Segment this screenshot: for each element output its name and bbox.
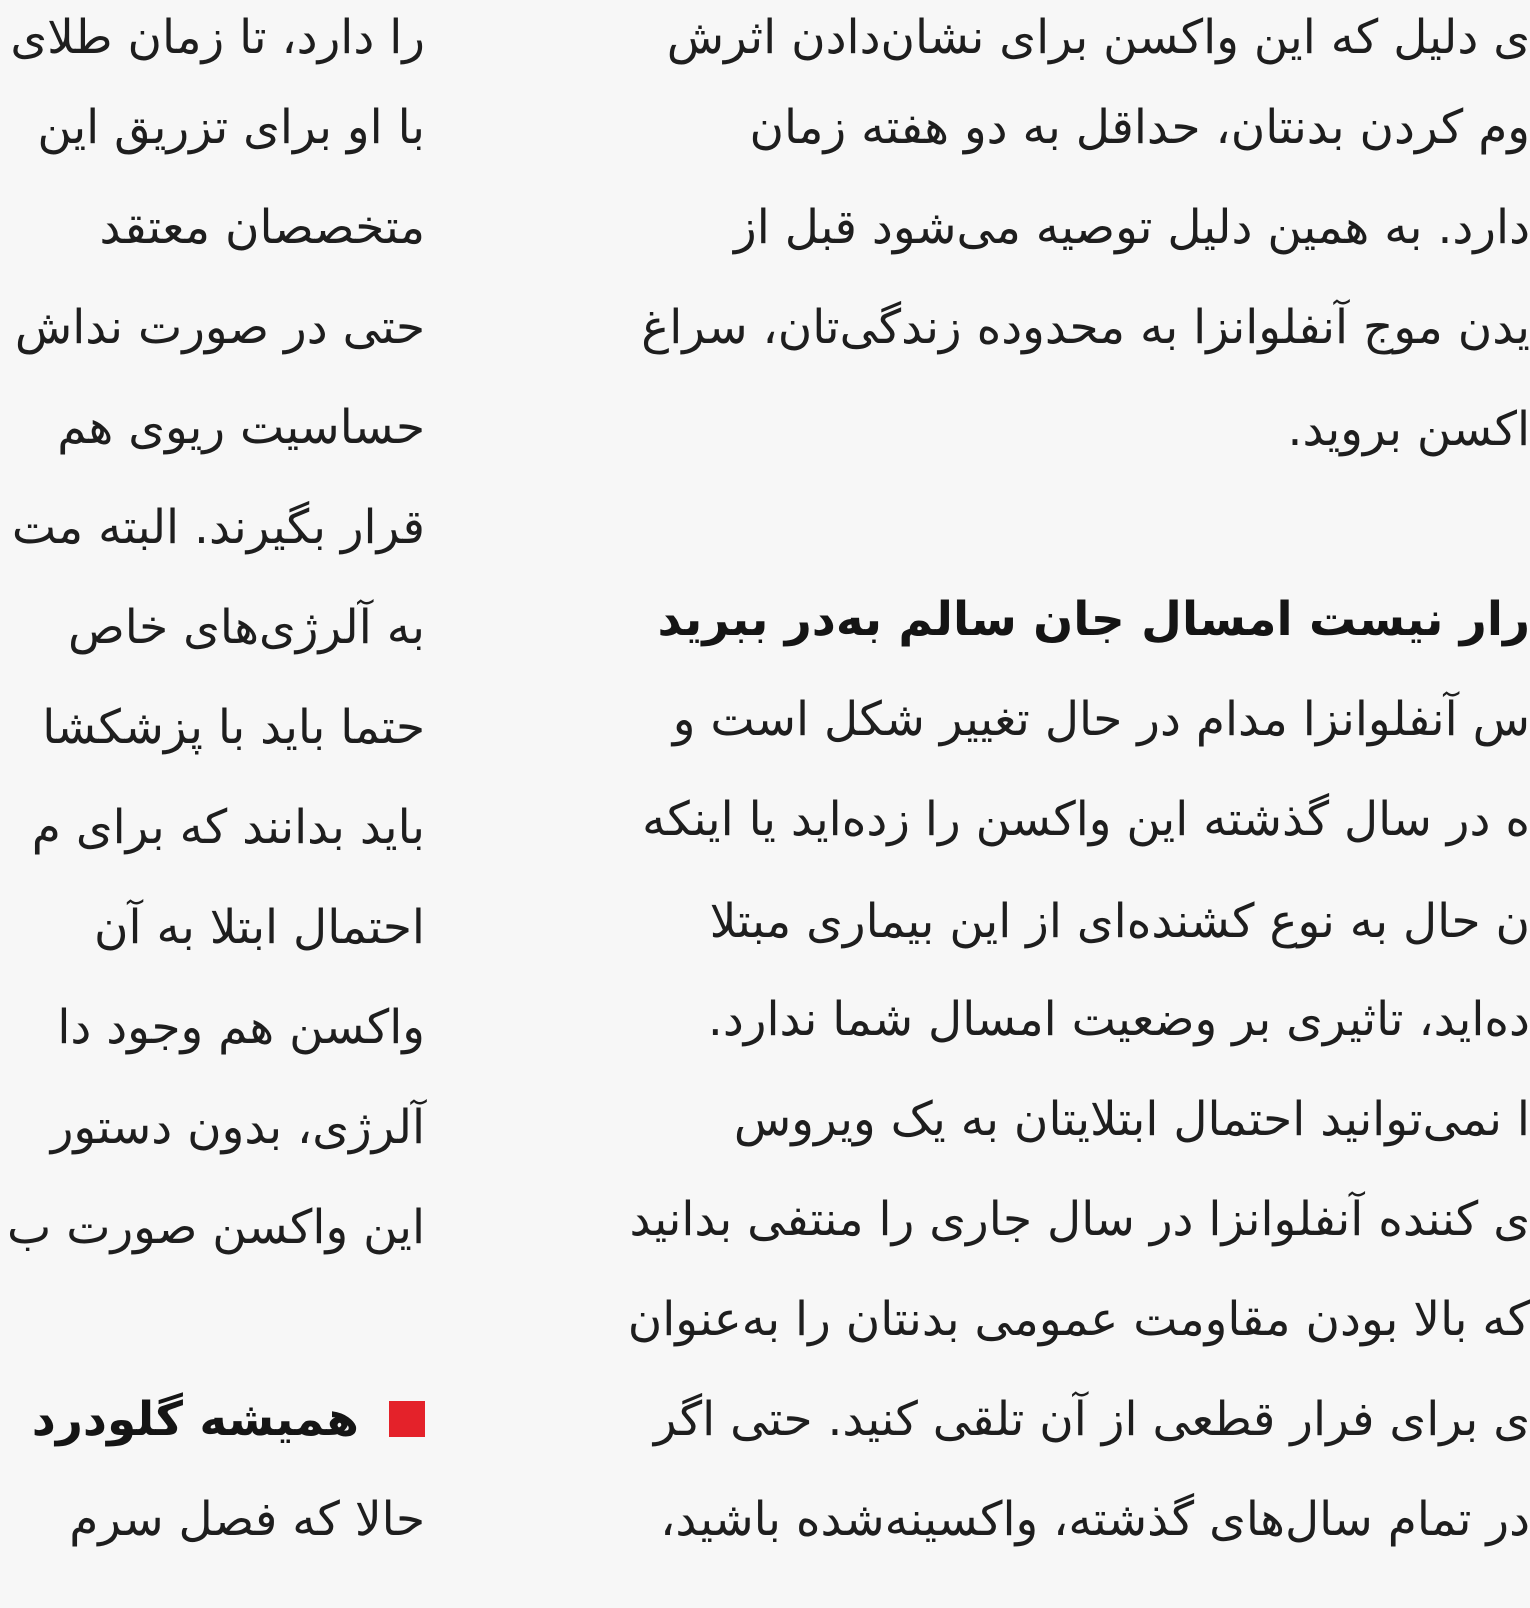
text-line: احتمال ابتلا به آن <box>94 900 425 955</box>
text-line: ه در سال گذشته این واکسن را زده‌اید یا اینکه <box>642 792 1530 847</box>
text-line: ی کننده آنفلوانزا در سال جاری را منتفی بدانید <box>629 1192 1530 1247</box>
text-line: متخصصان معتقد <box>99 200 425 255</box>
text-line: آلرژی، بدون دستور <box>50 1100 425 1155</box>
text-line: حتما باید با پزشکشا <box>42 700 425 755</box>
text-line: واکسن هم وجود دا <box>57 1000 425 1055</box>
text-line: این واکسن صورت ب <box>7 1200 425 1255</box>
section-heading-text: همیشه گلودرد <box>31 1392 359 1447</box>
text-line: حالا که فصل سرم <box>69 1492 425 1547</box>
text-line: قرار بگیرند. البته مت <box>11 500 425 555</box>
red-square-bullet-icon <box>389 1401 425 1437</box>
text-line: دارد. به همین دلیل توصیه می‌شود قبل از <box>734 200 1530 255</box>
text-line: ی برای فرار قطعی از آن تلقی کنید. حتی اگر <box>653 1392 1530 1447</box>
text-line: را دارد، تا زمان طلای <box>10 10 425 65</box>
text-line: ده‌اید، تاثیری بر وضعیت امسال شما ندارد. <box>707 992 1530 1047</box>
section-heading: رار نیست امسال جان سالم به‌در ببرید <box>657 592 1530 647</box>
text-line: س آنفلوانزا مدام در حال تغییر شکل است و <box>672 692 1530 747</box>
text-line: وم کردن بدنتان، حداقل به دو هفته زمان <box>749 100 1530 155</box>
text-line: حساسیت ریوی هم <box>57 400 425 455</box>
text-line: به آلرژی‌های خاص <box>67 600 425 655</box>
text-line: در تمام سال‌های گذشته، واکسینه‌شده باشید، <box>660 1492 1530 1547</box>
text-line: اکسن بروید. <box>1287 402 1530 457</box>
text-line: ی دلیل که این واکسن برای نشان‌دادن اثرش <box>666 10 1530 65</box>
text-line: یدن موج آنفلوانزا به محدوده زندگی‌تان، سراغ <box>641 300 1530 355</box>
text-line: حتی در صورت نداش <box>14 300 425 355</box>
text-line: باید بدانند که برای م <box>31 800 425 855</box>
text-line: ن حال به نوع کشنده‌ای از این بیماری مبتلا <box>709 894 1530 949</box>
text-line: ا نمی‌توانید احتمال ابتلایتان به یک ویروس <box>733 1092 1530 1147</box>
section-heading <box>32 1390 425 1450</box>
text-line: با او برای تزریق این <box>37 100 425 155</box>
text-line: که بالا بودن مقاومت عمومی بدنتان را به‌عنوان <box>627 1292 1530 1347</box>
